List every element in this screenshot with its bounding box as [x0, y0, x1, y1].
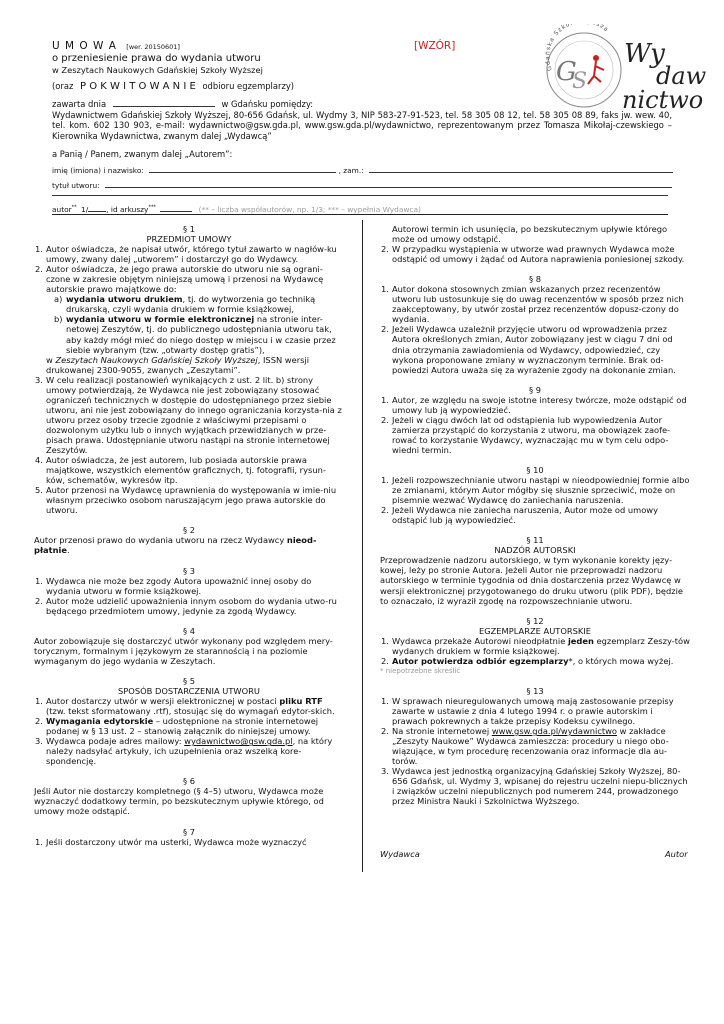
sheets-sup: ***: [148, 204, 156, 211]
s13-point-1-text: W sprawach nieuregulowanych umową mają zastosowanie przepisy zawarte w ustawie z dnia 4 lutego 1994 r. o prawie autorskim i prawach pokrewnych a także przepisy Kodeksu cywilnego.: [392, 695, 674, 727]
s2-bold: nieod-płatnie: [34, 535, 317, 556]
publisher-logo: [538, 24, 714, 112]
receipt-line: [52, 81, 294, 92]
s1-point-1: 1. Autor oświadcza, że napisał utwór, którego tytuł zawarto w nagłów-ku umowy, zwany dalej „utworem” i dostarczył go do Wydawcy.: [35, 244, 337, 265]
version-label: [wer. 20150601]: [126, 43, 180, 51]
address-label: , zam.:: [338, 166, 364, 175]
s12-note: * niepotrzebne skreślić: [380, 666, 461, 675]
svg-text:G: G: [556, 57, 577, 87]
author-name-line: [52, 163, 673, 175]
s1-heading: § 1: [182, 224, 196, 234]
contract-title-line: [52, 40, 180, 53]
s3-point-1: 1. Wydawca nie może bez zgody Autora upoważnić innej osoby do wydania utworu w formie książkowej.: [35, 575, 312, 596]
s1-journal: [46, 355, 344, 375]
name-field[interactable]: [149, 163, 336, 173]
s5-p1-bold: pliku RTF: [279, 696, 323, 707]
svg-text:S: S: [572, 69, 588, 94]
s5-p3-post: , na który należy nadsyłać artykuły, ich uzupełnienia oraz wszelką kore-spondencję.: [46, 736, 333, 767]
s8-heading: § 8: [528, 274, 542, 285]
s1-journal-pre: w: [46, 354, 56, 365]
s1-title: PRZEDMIOT UMOWY: [146, 234, 232, 245]
s1-sub-a-text: , tj. do wytworzenia go techniką drukarską, czyli wydania drukiem w formie książkowej,: [66, 294, 316, 315]
s9-point-2: 2. Jeżeli w ciągu dwóch lat od odstąpienia lub wypowiedzenia Autor zamierza przystąpić do korzystania z utworu, ma obowiązek zaofe-rować to korzystanie Wydawcy, wyznaczając mu w tym celu odpo-wiedni termin.: [381, 414, 671, 455]
s8-point-1: 1. Autor dokona stosownych zmian wskazanych przez recenzentów utworu lub ustosunkuje się do uwag recenzentów w sposób przez nich zaakceptowany, by utwór został przez recenzentów dopusz-czony do wydania.: [381, 284, 684, 325]
s10-point-1-text: Jeżeli rozpowszechnianie utworu nastąpi w nieodpowiedniej formie albo ze zmianami, którym Autor mógłby się słusznie sprzeciwić, może on pisemnie wezwać Wydawcę do zaniechania naruszenia.: [392, 475, 690, 506]
work-title-field-2[interactable]: [52, 195, 668, 196]
s5-p3-pre: Wydawca podaje adres mailowy:: [46, 736, 185, 747]
s1-point-2-text: Autor oświadcza, że jego prawa autorskie do utworu nie są ograni-czone w zakresie objętym niniejszą umową i przenosi na Wydawcę autorskie prawo majątkowe do:: [46, 264, 324, 295]
s12-point-2: 2. Autor potwierdza odbiór egzemplarzy*, o których mowa wyżej.: [381, 655, 674, 666]
s1-point-2: 2. Autor oświadcza, że jego prawa autorskie do utworu nie są ograni-czone w zakresie objętym niniejszą umową i przenosi na Wydawcę autorskie prawo majątkowe do: a) wydania utworu drukiem, tj. do wytworzenia go techniką drukarską, czyli wydania drukiem w formie książkowej, b) wydania utworu w formie elektronicznej na stronie inter-netowej Zeszytów, tj. do publicznego udostępniania utworu tak, aby każdy mógł mieć do niego dostęp w miejscu i w czasie przez siebie wybranym (tzw. „otwarty dostęp gratis”), w Zeszytach Naukowych Gdańskiej Szkoły Wyższej, ISSN wersji drukowanej 2300-9055, zwanych „Zeszytami”.: [34, 264, 344, 375]
s1-sub-b: b) wydania utworu w formie elektronicznej na stronie inter-netowej Zeszytów, tj. do publicznego udostępniania utworu tak, aby każdy mógł mieć do niego dostęp w miejscu i w czasie przez siebie wybranym (tzw. „otwarty dostęp gratis”),: [54, 314, 336, 355]
s5-p2-text: – udostępnione na stronie internetowej podanej w § 13 ust. 2 – stanowią załącznik do niniejszej umowy.: [46, 716, 319, 737]
title-line: [52, 178, 672, 190]
s8-point-2: 2. Jeżeli Wydawca uzależnił przyjęcie utworu od wprowadzenia przez Autora określonych zmian, Autor zobowiązany jest w ciągu 7 dni od dnia otrzymania zawiadomienia od Wydawcy, odpowiedzieć, czy wykona proponowane zmiany w wyznaczonym terminie. Brak od-powiedzi Autora uważa się za wyrażenie zgody na dokonanie zmian.: [381, 324, 676, 375]
logo-line-3: nictwo: [622, 86, 704, 112]
s5-point-3: 3. Wydawca podaje adres mailowy: wydawnictwo@gsw.gda.pl, na który należy nadsyłać artykuły, ich uzupełnienia oraz wszelką kore-spondencję.: [35, 736, 333, 767]
s4-heading: § 4: [182, 625, 196, 636]
s12-list: [380, 636, 690, 666]
s2-end: .: [66, 545, 70, 556]
s3-point-1-text: Wydawca nie może bez zgody Autora upoważnić innej osoby do wydania utworu w formie książkowej.: [46, 575, 312, 596]
s13-list: [380, 696, 690, 807]
s3-list: [34, 576, 344, 616]
s13-point-3: 3. Wydawca jest jednostką organizacyjną Gdańskiej Szkoły Wyższej, 80-656 Gdańsk, ul. Wydmy 3, wpisanej do rejestru uczelni niepu-blicznych i związków uczelni niepublicznych pod numerem 244, prowadzonego przez Ministra Nauki i Szkolnictwa Wyższego.: [381, 766, 688, 807]
s1-point-3-text: W celu realizacji postanowień wynikających z ust. 2 lit. b) strony umowy potwierdzają, że Wydawca nie jest zobowiązany stosować ograniczeń technicznych w dostępie do udostępnianego przez siebie utworu, ani nie jest zobowiązany do innego ograniczania korzysta-nia z utworu przez osoby trzecie zgodnie z właściwymi przepisami o dozwolonym użytku lub o innych wyjątkach przewidzianych w prze-pisach prawa. Udostępnianie utworu nastąpi na stronie internetowej Zeszytów.: [46, 374, 342, 456]
author-sup: **: [71, 204, 77, 211]
s13-point-1: 1. W sprawach nieuregulowanych umową mają zastosowanie przepisy zawarte w ustawie z dnia 4 lutego 1994 r. o prawie autorskim i prawach pokrewnych a także przepisy Kodeksu cywilnego.: [381, 695, 674, 727]
header-rule: [52, 214, 668, 215]
s1-list: [34, 244, 344, 515]
s7-point-2-text: W przypadku wystąpienia w utworze wad prawnych Wydawca może odstąpić od umowy i żądać od Autora naprawienia poniesionej szkody.: [392, 244, 685, 265]
receipt-post: odbioru egzemplarzy): [202, 81, 295, 91]
s11-text: Przeprowadzenie nadzoru autorskiego, w tym wykonanie korekty języ-kowej, leży po stronie Autora. Jeżeli Autor nie przeprowadzi nadzoru autorskiego w terminie tygodnia od dnia dostarczenia przez Wydawcę w wersji elektronicznej przygotowanego do druku utworu (plik PDF), będzie to oznaczało, iż wyraził zgodę na rozpowszechnianie utworu.: [380, 555, 684, 606]
logo-ring-text: Gdańska Szko sza: [544, 24, 611, 72]
receipt-pre: (oraz: [52, 81, 74, 91]
s7-point-1-continued: Autorowi termin ich usunięcia, po bezskutecznym upływie którego może od umowy odstąpić.: [392, 224, 668, 245]
s5-point-1: 1. Autor dostarczy utwór w wersji elektronicznej w postaci pliku RTF (tzw. tekst sformatowany .rtf), stosując się do wymagań edytor-skich.: [35, 696, 335, 717]
s3-point-2-text: Autor może udzielić upoważnienia innym osobom do wydania utwo-ru będącego przedmiotem umowy, jedynie za zgodą Wydawcy.: [46, 595, 337, 616]
right-column: [380, 224, 690, 806]
s3-heading: § 3: [182, 565, 196, 576]
address-field[interactable]: [369, 163, 673, 173]
s5-p2-bold: Wymagania edytorskie: [46, 716, 154, 727]
s10-heading: § 10: [526, 464, 544, 475]
s7-list-cont: [380, 244, 690, 264]
s1-sub-a-bold: wydania utworu drukiem: [66, 294, 183, 305]
s12-p1-bold: jeden: [567, 635, 594, 646]
date-field[interactable]: [113, 97, 215, 107]
author-ratio-label: autor: [52, 205, 72, 214]
s3-point-2: 2. Autor może udzielić upoważnienia innym osobom do wydania utwo-ru będącego przedmiotem umowy, jedynie za zgodą Wydawcy.: [35, 595, 337, 616]
s1-point-4: 4. Autor oświadcza, że jest autorem, lub posiada autorskie prawa majątkowe, wszystkich elementów graficznych, tj. fotografii, rysun-ków, schematów, wykresów itp.: [35, 455, 326, 486]
s5-list: [34, 696, 344, 766]
s12-p1-post: egzemplarz Zeszy-tów wydanych drukiem w formie książkowej.: [392, 635, 690, 656]
s1-sub-a: a) wydania utworu drukiem, tj. do wytworzenia go techniką drukarską, czyli wydania drukiem w formie książkowej,: [54, 294, 316, 315]
s13-point-2: 2. Na stronie internetowej www.gsw.gda.pl/wydawnictwo w zakładce „Zeszyty Naukowe” Wydawca zamieszcza: procedury u niego obo-wiązujące, w tym procedurę recenzowania oraz informacje dla au-torów.: [381, 726, 669, 767]
s1-point-5: 5. Autor przenosi na Wydawcę uprawnienia do występowania w imie-niu własnym przeciwko osobom naruszającym jego prawa autorskie do utworu.: [35, 485, 337, 516]
signature-author: Autor: [665, 849, 688, 859]
s7-list: [34, 837, 344, 847]
s1-sub-b-text: na stronie inter-netowej Zeszytów, tj. do publicznego udostępniania utworu tak, aby każdy mógł mieć do niego dostęp w miejscu i w czasie przez siebie wybranym (tzw. „otwarty dostęp gratis”),: [66, 314, 336, 355]
s1-point-3: 3. W celu realizacji postanowień wynikających z ust. 2 lit. b) strony umowy potwierdzają, że Wydawca nie jest zobowiązany stosować ograniczeń technicznych w dostępie do udostępnianego przez siebie utworu, ani nie jest zobowiązany do innego ograniczania korzysta-nia z utworu przez osoby trzecie zgodnie z właściwymi przepisami o dozwolonym użytku lub o innych wyjątkach przewidzianych w prze-pisach prawa. Udostępnianie utworu nastąpi na stronie internetowej Zeszytów.: [35, 374, 342, 456]
s5-heading: § 5: [182, 675, 196, 686]
s4-text: Autor zobowiązuje się dostarczyć utwór wykonany pod względem mery-torycznym, formalnym i językowym ze starannością i na poziomie wymaganym do jego wydania w Zeszytach.: [34, 635, 333, 666]
contract-subtitle-2: w Zeszytach Naukowych Gdańskiej Szkoły Wyższej: [52, 65, 263, 75]
s2-heading: § 2: [182, 525, 196, 536]
publisher-paragraph: Wydawnictwem Gdańskiej Szkoły Wyższej, 80-656 Gdańsk, ul. Wydmy 3, NIP 583-27-91-523, tel. 58 305 08 12, tel. 58 305 08 89, faks jw. wew. 40, tel. kom. 602 130 903, e-mail: wydawnictwo@gsw.gda.pl, www.gsw.gda.pl/wydawnictwo, reprezentowanym przez Tomasza Mikołaj-czewskiego – Kierownika Wydawnictwa, zwanym dalej „Wydawcą”: [52, 110, 672, 141]
s11-title: NADZÓR AUTORSKI: [494, 545, 576, 556]
s10-list: [380, 475, 690, 525]
s11-heading: § 11: [526, 535, 544, 546]
author-ratio-line: [52, 202, 421, 214]
concluded-post: w Gdańsku pomiędzy:: [221, 99, 314, 109]
left-column: [34, 224, 344, 847]
template-label: [WZÓR]: [414, 40, 456, 52]
s12-p1-pre: Wydawca przekaże Autorowi nieodpłatnie: [392, 635, 568, 646]
contract-title: U M O W A: [52, 40, 117, 52]
email-link[interactable]: wydawnictwo@gsw.gda.pl: [184, 736, 293, 747]
s10-point-2-text: Jeżeli Wydawca nie zaniecha naruszenia, Autor może od umowy odstąpić lub ją wypowiedzieć.: [392, 505, 658, 526]
s10-point-1: 1. Jeżeli rozpowszechnianie utworu nastąpi w nieodpowiedniej formie albo ze zmianami, którym Autor mógłby się słusznie sprzeciwić, może on pisemnie wezwać Wydawcę do zaniechania naruszenia.: [381, 475, 690, 506]
work-title-field[interactable]: [105, 178, 672, 188]
s13-p2-post: w zakładce „Zeszyty Naukowe” Wydawca zamieszcza: procedury u niego obo-wiązujące, w tym procedurę recenzowania oraz informacje dla au-torów.: [392, 726, 669, 767]
s13-p2-pre: Na stronie internetowej: [392, 726, 492, 737]
s2-text: [34, 535, 344, 555]
s13-heading: § 13: [526, 685, 544, 696]
s1-journal-post: , ISSN wersji drukowanej 2300-9055, zwanych „Zeszytami”.: [46, 354, 310, 375]
s7-point-1-text: Jeśli dostarczony utwór ma usterki, Wydawca może wyznaczyć: [46, 836, 307, 847]
s10-point-2: 2. Jeżeli Wydawca nie zaniecha naruszenia, Autor może od umowy odstąpić lub ją wypowiedzieć.: [381, 505, 658, 526]
s1-journal-name: Zeszytach Naukowych Gdańskiej Szkoły Wyższej: [55, 354, 258, 365]
s12-title: EGZEMPLARZE AUTORSKIE: [478, 625, 592, 636]
s12-p2-bold: Autor potwierdza odbiór egzemplarzy: [392, 655, 569, 666]
author-count-field[interactable]: [88, 202, 106, 212]
sheets-label: , id arkuszy: [106, 205, 149, 214]
s1-point-5-text: Autor przenosi na Wydawcę uprawnienia do występowania w imie-niu własnym przeciwko osobom naruszającym jego prawa autorskie do utworu.: [46, 485, 337, 516]
author-of: 1/: [81, 205, 89, 214]
author-intro: a Panią / Panem, zwanym dalej „Autorem”:: [52, 149, 233, 159]
contract-subtitle: o przeniesienie prawa do wydania utworu: [52, 53, 261, 64]
s5-point-2: 2. Wymagania edytorskie – udostępnione na stronie internetowej podanej w § 13 ust. 2 – stanowią załącznik do niniejszej umowy.: [35, 716, 319, 737]
s7-heading: § 7: [182, 826, 196, 837]
s12-point-1: 1. Wydawca przekaże Autorowi nieodpłatnie jeden egzemplarz Zeszy-tów wydanych drukiem w formie książkowej.: [381, 635, 690, 656]
s1-point-4-text: Autor oświadcza, że jest autorem, lub posiada autorskie prawa majątkowe, wszystkich elementów graficznych, tj. fotografii, rysun-ków, schematów, wykresów itp.: [46, 455, 326, 486]
column-divider: [362, 220, 363, 872]
s5-p1-pre: Autor dostarczy utwór w wersji elektronicznej w postaci: [46, 696, 280, 707]
s9-point-1-text: Autor, ze względu na swoje istotne interesy twórcze, może odstąpić od umowy lub ją wypowiedzieć.: [392, 394, 687, 415]
s2-body: Autor przenosi prawo do wydania utworu na rzecz Wydawcy: [34, 535, 287, 546]
s8-point-2-text: Jeżeli Wydawca uzależnił przyjęcie utworu od wprowadzenia przez Autora określonych zmian, Autor zobowiązany jest w ciągu 7 dni od dnia otrzymania zawiadomienia od Wydawcy, odpowiedzieć, czy wykona proponowane zmiany w wyznaczonym terminie. Brak od-powiedzi Autora uważa się za wyrażenie zgody na dokonanie zmian.: [392, 324, 676, 375]
s6-text: Jeśli Autor nie dostarczy kompletnego (§ 4–5) utworu, Wydawca może wyznaczyć dodatkowy termin, po bezskutecznym upływie którego, od umowy może odstąpić.: [34, 786, 324, 817]
s12-p2-post: *, o których mowa wyżej.: [568, 655, 674, 666]
concluded-line: [52, 97, 313, 109]
s9-point-2-text: Jeżeli w ciągu dwóch lat od odstąpienia lub wypowiedzenia Autor zamierza przystąpić do korzystania z utworu, ma obowiązek zaofe-rować to korzystanie Wydawcy, wyznaczając mu w tym celu odpo-wiedni termin.: [392, 414, 671, 455]
footnote-note: (** – liczba współautorów, np. 1/3; *** – wypełnia Wydawca): [198, 205, 421, 214]
concluded-label: zawarta dnia: [52, 99, 107, 109]
s8-point-1-text: Autor dokona stosownych zmian wskazanych przez recenzentów utworu lub ustosunkuje się do uwag recenzentów w sposób przez nich zaakceptowany, by utwór został przez recenzentów dopusz-czony do wydania.: [392, 284, 684, 325]
s6-heading: § 6: [182, 776, 196, 787]
s7-point-2: 2. W przypadku wystąpienia w utworze wad prawnych Wydawca może odstąpić od umowy i żądać od Autora naprawienia poniesionej szkody.: [381, 244, 685, 265]
website-link[interactable]: www.gsw.gda.pl/wydawnictwo: [491, 726, 618, 737]
work-title-label: tytuł utworu:: [52, 181, 100, 190]
s1-sub-b-bold: wydania utworu w formie elektronicznej: [66, 314, 255, 325]
s9-heading: § 9: [528, 384, 542, 395]
sheets-field[interactable]: [160, 202, 192, 212]
s12-heading: § 12: [526, 615, 544, 626]
logo-line-1: Wy: [624, 39, 665, 69]
s8-list: [380, 284, 690, 374]
logo-line-2: daw: [656, 62, 707, 90]
signature-publisher: Wydawca: [380, 849, 420, 859]
s5-p1-post: (tzw. tekst sformatowany .rtf), stosując się do wymagań edytor-skich.: [46, 706, 335, 717]
name-label: imię (imiona) i nazwisko:: [52, 166, 144, 175]
receipt-title: P O K W I T O W A N I E: [80, 81, 196, 92]
s13-point-3-text: Wydawca jest jednostką organizacyjną Gdańskiej Szkoły Wyższej, 80-656 Gdańsk, ul. Wydmy 3, wpisanej do rejestru uczelni niepu-blicznych i związków uczelni niepublicznych pod numerem 244, prowadzonego przez Ministra Nauki i Szkolnictwa Wyższego.: [392, 766, 688, 807]
logo-graphic: [538, 24, 714, 112]
s9-list: [380, 395, 690, 455]
s5-title: SPOSÓB DOSTARCZENIA UTWORU: [118, 685, 260, 696]
s1-point-1-text: Autor oświadcza, że napisał utwór, którego tytuł zawarto w nagłów-ku umowy, zwany dalej „utworem” i dostarczył go do Wydawcy.: [46, 244, 337, 265]
s9-point-1: 1. Autor, ze względu na swoje istotne interesy twórcze, może odstąpić od umowy lub ją wypowiedzieć.: [381, 394, 687, 415]
s7-point-1: 1. Jeśli dostarczony utwór ma usterki, Wydawca może wyznaczyć: [35, 836, 307, 847]
